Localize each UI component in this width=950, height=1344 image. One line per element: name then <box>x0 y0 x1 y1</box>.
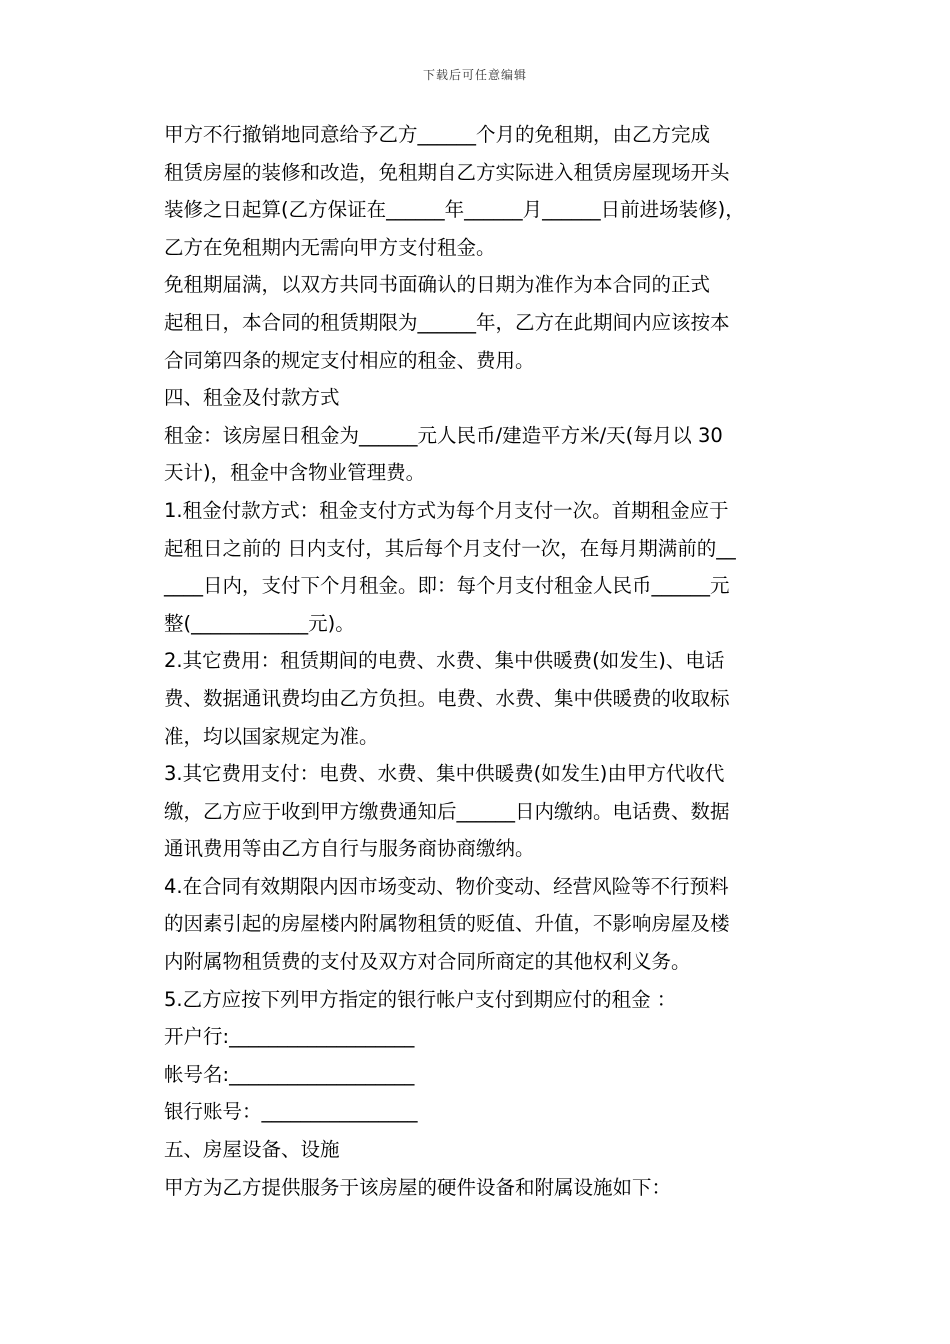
text-line: 内附属物租赁费的支付及双方对合同所商定的其他权利义务。 <box>164 950 691 974</box>
text-line: 租赁房屋的装修和改造，免租期自乙方实际进入租赁房屋现场开头 <box>164 160 730 184</box>
text-line: 的因素引起的房屋楼内附属物租赁的贬值、升值，不影响房屋及楼 <box>164 912 730 936</box>
text-line: 开户行:___________________ <box>164 1025 415 1049</box>
text-line: 五、房屋设备、设施 <box>164 1138 340 1162</box>
text-line: 租金：该房屋日租金为______元人民币/建造平方米/天(每月以 30 <box>164 423 723 447</box>
text-line: 装修之日起算(乙方保证在______年______月______日前进场装修)， <box>164 198 745 222</box>
clause-1-payment-method <box>145 492 810 642</box>
document-body <box>145 116 810 1206</box>
section-heading-equipment <box>145 1131 810 1169</box>
clause-5-bank-account <box>145 981 810 1019</box>
text-line: ____日内，支付下个月租金。即：每个月支付租金人民币______元 <box>164 574 730 598</box>
text-line: 2.其它费用：租赁期间的电费、水费、集中供暖费(如发生)、电话 <box>164 649 725 673</box>
section-heading-rent <box>145 379 810 417</box>
text-line: 费、数据通讯费均由乙方负担。电费、水费、集中供暖费的收取标 <box>164 686 730 710</box>
clause-4-market-change <box>145 868 810 981</box>
clause-2-other-fees <box>145 642 810 755</box>
text-line: 四、租金及付款方式 <box>164 386 340 410</box>
field-account-name <box>145 1056 810 1094</box>
text-line: 甲方为乙方提供服务于该房屋的硬件设备和附属设施如下： <box>164 1175 672 1199</box>
paragraph-lease-start <box>145 266 810 379</box>
text-line: 天计)，租金中含物业管理费。 <box>164 461 426 485</box>
field-account-number <box>145 1093 810 1131</box>
text-line: 乙方在免租期内无需向甲方支付租金。 <box>164 235 496 259</box>
text-line: 1.租金付款方式：租金支付方式为每个月支付一次。首期租金应于 <box>164 498 729 522</box>
text-line: 缴，乙方应于收到甲方缴费通知后______日内缴纳。电话费、数据 <box>164 799 730 823</box>
text-line: 通讯费用等由乙方自行与服务商协商缴纳。 <box>164 837 535 861</box>
text-line: 甲方不行撤销地同意给予乙方______个月的免租期，由乙方完成 <box>164 123 711 146</box>
text-line: 起租日之前的 日内支付，其后每个月支付一次，在每月期满前的__ <box>164 536 736 560</box>
paragraph-rent-free-period <box>145 116 810 266</box>
text-line: 帐号名:___________________ <box>164 1062 415 1086</box>
text-line: 整(____________元)。 <box>164 611 355 635</box>
text-line: 银行账号：________________ <box>164 1100 418 1124</box>
paragraph-equipment-intro <box>145 1169 810 1207</box>
text-line: 4.在合同有效期限内因市场变动、物价变动、经营风险等不行预料 <box>164 874 729 898</box>
field-bank-name <box>145 1018 810 1056</box>
text-line: 合同第四条的规定支付相应的租金、费用。 <box>164 348 535 372</box>
paragraph-rent-amount <box>145 417 810 492</box>
clause-3-fee-payment <box>145 755 810 868</box>
page-header: 下载后可任意编辑 <box>422 68 527 82</box>
text-line: 起租日，本合同的租赁期限为______年，乙方在此期间内应该按本 <box>164 310 730 334</box>
text-line: 准，均以国家规定为准。 <box>164 724 379 748</box>
text-line: 免租期届满，以双方共同书面确认的日期为准作为本合同的正式 <box>164 273 711 297</box>
text-line: 3.其它费用支付：电费、水费、集中供暖费(如发生)由甲方代收代 <box>164 762 725 786</box>
text-line: 5.乙方应按下列甲方指定的银行帐户支付到期应付的租金 ： <box>164 987 677 1011</box>
